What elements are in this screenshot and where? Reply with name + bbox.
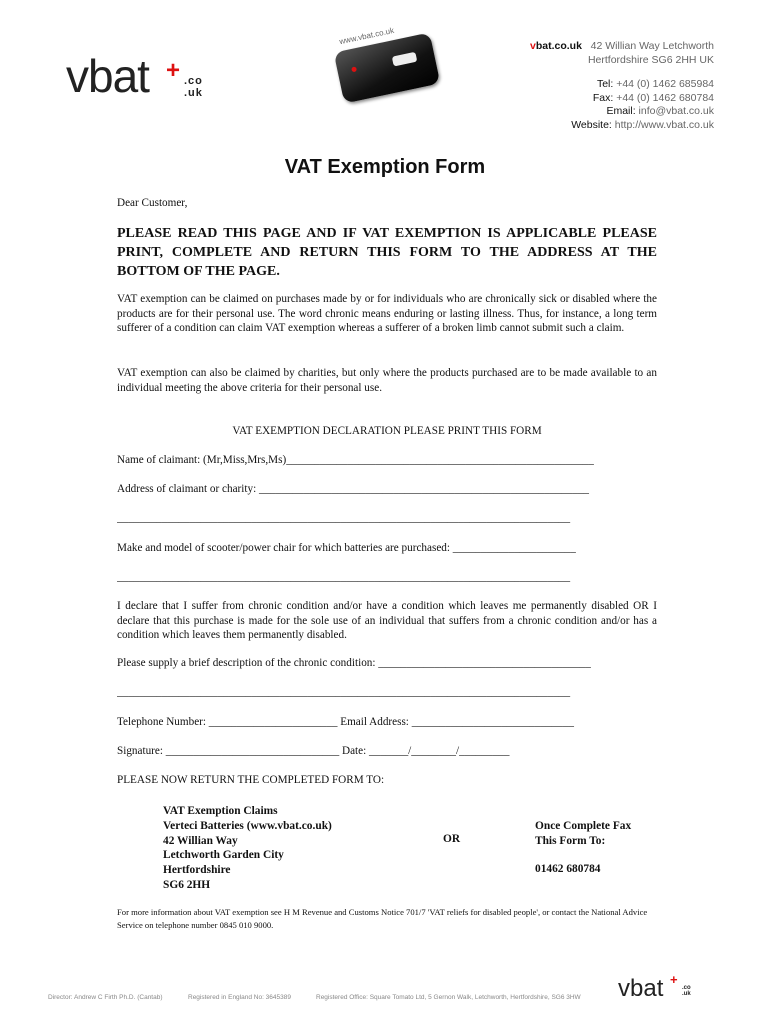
return-address-line: Hertfordshire xyxy=(163,864,231,877)
address-continuation-line[interactable]: _________________________________________________________________________________ xyxy=(117,512,571,524)
card-url: www.vbat.co.uk xyxy=(338,25,395,47)
return-address-line: VAT Exemption Claims xyxy=(163,805,278,817)
instruction-heading: PLEASE READ THIS PAGE AND IF VAT EXEMPTION IS APPLICABLE PLEASE PRINT, COMPLETE AND RETURN THIS FORM TO THE ADDRESS AT THE BOTTOM OF THE PAGE. xyxy=(117,226,657,279)
return-heading: PLEASE NOW RETURN THE COMPLETED FORM TO: xyxy=(117,774,385,786)
footer-vbat-logo xyxy=(618,972,698,1003)
footer-registration: Registered in England No: 3645389 xyxy=(188,994,291,1001)
paragraph-charities: VAT exemption can also be claimed by charities, but only where the products purchased are to be made available to an individual meeting the above criteria for their personal use. xyxy=(117,367,657,394)
declaration-statement: I declare that I suffer from chronic condition and/or have a condition which leaves me permanently disabled OR I declare that this purchase is made for the sole use of an individual that suffers from a chronic condition and/or has a condition which leaves them permanently disabled. xyxy=(117,600,657,642)
page-title: VAT Exemption Form xyxy=(284,156,486,178)
brand-name: vbat.co.uk xyxy=(529,40,582,52)
footer-office: Registered Office: Square Tomato Ltd, 5 Gernon Walk, Letchworth, Hertfordshire, SG6 3HW xyxy=(316,994,581,1001)
contact-address-line1: vbat.co.uk 42 Willian Way Letchworth xyxy=(529,40,714,52)
contact-email: Email: info@vbat.co.uk xyxy=(606,105,714,117)
logo-tld: .co .uk xyxy=(184,75,203,99)
logo-cross-icon: + xyxy=(166,57,181,84)
signature-date-field[interactable]: Signature: _______________________________ Date: _______/________/_________ xyxy=(117,745,510,757)
footer-director: Director: Andrew C Firth Ph.D. (Cantab) xyxy=(48,994,163,1001)
greeting: Dear Customer, xyxy=(117,197,188,209)
vbat-card-image xyxy=(334,25,441,103)
logo-wordmark: vbat xyxy=(66,50,149,102)
fax-instruction: Once Complete Fax This Form To: xyxy=(535,820,632,847)
return-address xyxy=(163,804,332,893)
fax-number: 01462 680784 xyxy=(535,863,601,875)
contact-website: Website: http://www.vbat.co.uk xyxy=(571,118,714,131)
scooter-continuation-line[interactable]: _________________________________________________________________________________ xyxy=(117,571,571,583)
return-address-line: 42 Willian Way xyxy=(163,834,238,847)
card-red-dot-icon xyxy=(351,66,357,72)
vbat-logo xyxy=(66,50,226,105)
contact-tel: Tel: +44 (0) 1462 685984 xyxy=(596,78,714,90)
scooter-model-field[interactable]: Make and model of scooter/power chair for which batteries are purchased: ______________________ xyxy=(117,542,576,554)
condition-continuation-line[interactable]: _________________________________________________________________________________ xyxy=(117,686,571,698)
return-address-line: Letchworth Garden City xyxy=(163,849,284,862)
condition-description-field[interactable]: Please supply a brief description of the chronic condition: ______________________________________ xyxy=(117,657,591,669)
contact-block xyxy=(530,40,714,132)
contact-fax: Fax: +44 (0) 1462 680784 xyxy=(592,91,714,104)
or-label: OR xyxy=(443,833,461,845)
return-address-line: SG6 2HH xyxy=(163,878,211,891)
declaration-heading: VAT EXEMPTION DECLARATION PLEASE PRINT THIS FORM xyxy=(232,425,542,437)
contact-address-line2: Hertfordshire SG6 2HH UK xyxy=(587,53,714,66)
card-pad xyxy=(392,52,418,67)
claimant-name-field[interactable]: Name of claimant: (Mr,Miss,Mrs,Ms)_______________________________________________________ xyxy=(117,454,594,466)
paragraph-eligibility: VAT exemption can be claimed on purchases made by or for individuals who are chronically sick or disabled where the products are for their personal use. The word chronic means enduring or lasting illness. Thus, for instance, a long term sufferer of a condition can claim VAT exemption whereas a sufferer of a broken limb cannot submit such a claim. xyxy=(117,293,657,335)
footer-logo-wordmark: vbat xyxy=(618,975,664,1002)
footer-logo-cross-icon: + xyxy=(670,972,678,987)
footnote: For more information about VAT exemption see H M Revenue and Customs Notice 701/7 'VAT reliefs for disabled people', or contact the National Advice Service on telephone number 0845 010 9000. xyxy=(117,907,648,930)
footer-logo-tld: .co .uk xyxy=(682,985,691,997)
claimant-address-field[interactable]: Address of claimant or charity: ___________________________________________________________ xyxy=(117,483,590,495)
return-address-line: Verteci Batteries (www.vbat.co.uk) xyxy=(163,819,332,832)
phone-email-field[interactable]: Telephone Number: _______________________ Email Address: _____________________________ xyxy=(117,716,574,728)
